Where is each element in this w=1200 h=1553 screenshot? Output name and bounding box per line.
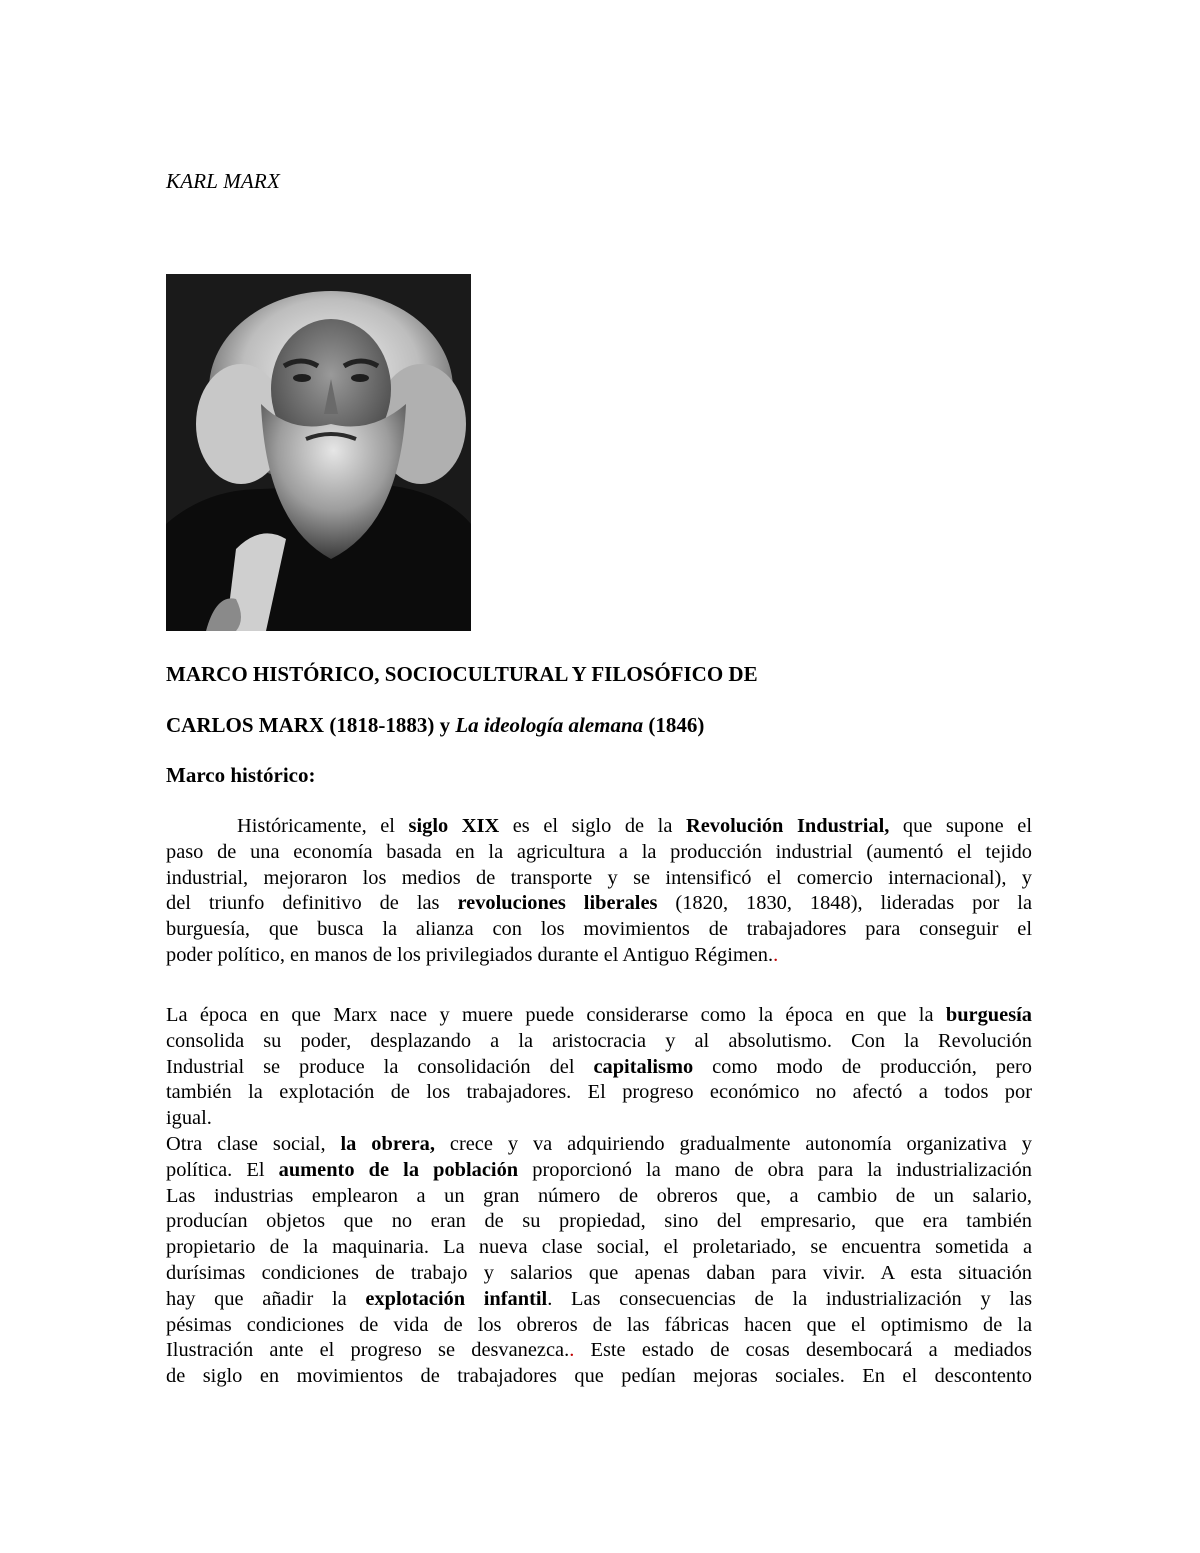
paragraph-line: producían objetos que no eran de su propiedad, sino del empresario, que era también — [166, 1210, 1032, 1233]
paragraph-line — [166, 1158, 1032, 1184]
paragraph-line — [166, 1132, 1032, 1158]
paragraph-line — [166, 943, 1032, 969]
text-run: (1820, 1830, 1848), lideradas por la — [657, 892, 1032, 915]
text-run: como modo de producción, pero — [693, 1055, 1032, 1078]
paragraph-line: igual. — [166, 1107, 212, 1130]
text-run: Históricamente, el — [237, 815, 409, 837]
paragraph-line: industrial, mejoraron los medios de transporte y se intensificó el comercio internacional), y — [166, 866, 1032, 889]
paragraph-line — [166, 1287, 1032, 1313]
text-run: proporcionó la mano de obra para la industrialización — [518, 1158, 1032, 1181]
paragraph-line: consolida su poder, desplazando a la aristocracia y al absolutismo. Con la Revolución — [166, 1029, 1032, 1052]
text-run: poder político, en manos de los privilegiados durante el Antiguo Régimen. — [166, 943, 774, 966]
subheading-year: (1846) — [643, 713, 705, 737]
paragraph-line — [166, 814, 1032, 840]
paragraph-1 — [166, 814, 1032, 969]
text-run: del triunfo definitivo de las — [166, 892, 458, 915]
red-period: . — [569, 1339, 575, 1362]
paragraph-line: paso de una economía basada en la agricultura a la producción industrial (aumentó el tejido — [166, 840, 1032, 863]
bold-term: aumento de la población — [278, 1158, 519, 1181]
paragraph-2 — [166, 1003, 1032, 1390]
paragraph-line: durísimas condiciones de trabajo y salarios que apenas daban para vivir. A esta situación — [166, 1261, 1032, 1284]
text-run: política. El — [166, 1158, 279, 1181]
text-run: Ilustración ante el progreso se desvanezca. — [166, 1339, 570, 1362]
subheading-part: CARLOS MARX (1818-1883) y — [166, 713, 456, 737]
text-run: Otra clase social, — [166, 1132, 341, 1155]
portrait-photo — [166, 274, 471, 631]
bold-term: la obrera, — [340, 1132, 435, 1155]
paragraph-line — [166, 1003, 1032, 1029]
text-run: Industrial se produce la consolidación del — [166, 1055, 594, 1078]
text-run: La época en que Marx nace y muere puede considerarse como la época en que la — [166, 1004, 946, 1026]
paragraph-line: Las industrias emplearon a un gran número de obreros que, a cambio de un salario, — [166, 1184, 1032, 1207]
bold-term: revoluciones liberales — [457, 892, 658, 915]
text-run: . Las consecuencias de la industrialización y las — [547, 1287, 1033, 1310]
document-title: KARL MARX — [166, 169, 280, 193]
paragraph-line: propietario de la maquinaria. La nueva clase social, el proletariado, se encuentra sometida a — [166, 1236, 1032, 1259]
text-run: Este estado de cosas desembocará a mediados — [574, 1339, 1032, 1362]
red-period: . — [773, 943, 779, 966]
paragraph-line — [166, 1055, 1032, 1081]
paragraph-line: de siglo en movimientos de trabajadores que pedían mejoras sociales. En el descontento — [166, 1365, 1032, 1388]
text-run: crece y va adquiriendo gradualmente autonomía organizativa y — [434, 1132, 1032, 1155]
section-heading: MARCO HISTÓRICO, SOCIOCULTURAL Y FILOSÓFICO DE — [166, 662, 758, 686]
bold-term: capitalismo — [593, 1055, 694, 1078]
marco-historico-heading: Marco histórico: — [166, 763, 316, 787]
paragraph-line: también la explotación de los trabajadores. El progreso económico no afectó a todos por — [166, 1081, 1032, 1104]
paragraph-line: burguesía, que busca la alianza con los movimientos de trabajadores para conseguir el — [166, 918, 1032, 941]
book-title: La ideología alemana — [455, 713, 644, 737]
text-run: es el siglo de la — [499, 815, 686, 837]
bold-term: Revolución Industrial, — [685, 815, 890, 837]
paragraph-line — [166, 1338, 1032, 1364]
paragraph-line: pésimas condiciones de vida de los obreros de las fábricas hacen que el optimismo de la — [166, 1313, 1032, 1336]
bold-term: siglo XIX — [408, 815, 500, 837]
text-run: que supone el — [889, 815, 1032, 837]
section-subheading — [166, 713, 704, 738]
bold-term: explotación infantil — [365, 1287, 548, 1310]
text-run: hay que añadir la — [166, 1287, 366, 1310]
paragraph-line — [166, 891, 1032, 917]
bold-term: burguesía — [945, 1004, 1032, 1026]
